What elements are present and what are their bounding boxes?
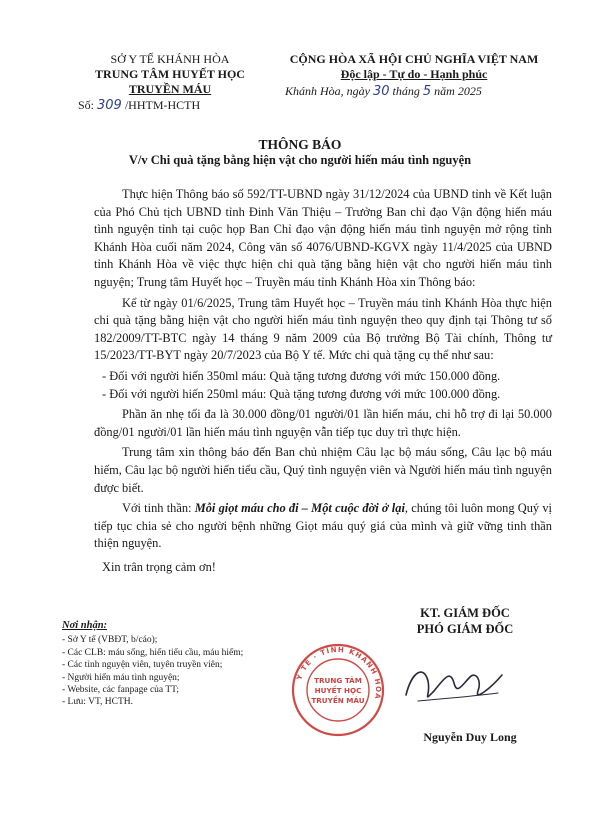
handwritten-signature	[398, 655, 508, 715]
date-year: năm 2025	[431, 84, 482, 98]
signature-line-1: KT. GIÁM ĐỐC	[420, 606, 510, 620]
doc-number-suffix: /HHTM-HCTH	[121, 98, 201, 112]
document-subtitle: V/v Chi quà tặng bằng hiện vật cho người hiến máu tình nguyện	[128, 153, 472, 167]
recipients-block	[62, 620, 312, 709]
paragraph-4: Trung tâm xin thông báo đến Ban chủ nhiệm Câu lạc bộ máu sống, Câu lạc bộ máu hiếm, Câu lạc bộ người hiến tiểu cầu, Quý tình nguyện viên và Người hiến máu tình nguyện được biết.	[94, 445, 552, 495]
paragraph-5	[94, 500, 552, 553]
nation-name: CỘNG HÒA XÃ HỘI CHỦ NGHĨA VIỆT NAM	[289, 52, 539, 66]
recipient-item: - Các tình nguyện viên, tuyên truyền viên;	[62, 660, 223, 671]
recipient-item: - Sở Y tế (VBĐT, b/cáo);	[62, 635, 158, 646]
doc-number-prefix: Số:	[78, 98, 98, 112]
date-month: 5	[422, 84, 432, 99]
paragraph-2: Kể từ ngày 01/6/2025, Trung tâm Huyết học – Truyền máu tỉnh Khánh Hòa thực hiện chi quà tặng bằng hiện vật cho người hiến máu tình nguyện theo quy định tại Thông tư số 182/2009/TT-BTC ngày 14 tháng 9 năm 2009 của Bộ trưởng Bộ Tài chính, Thông tư 15/2023/TT-BYT ngày 20/7/2023 của Bộ Y tế. Mức chi quà tặng cụ thể như sau:	[94, 295, 552, 363]
agency-line-1: SỞ Y TẾ KHÁNH HÒA	[110, 52, 230, 66]
recipient-item: - Website, các fanpage của TT;	[62, 685, 180, 696]
recipients-label: Nơi nhận:	[62, 620, 108, 631]
date-day: 30	[373, 84, 390, 99]
national-header	[268, 52, 560, 82]
stamp-center-line-2: HUYẾT HỌC	[314, 686, 362, 695]
closing-thanks: Xin trân trọng cảm ơn!	[102, 559, 216, 574]
recipient-item: - Lưu: VT, HCTH.	[62, 697, 134, 708]
stamp-center-line-1: TRUNG TÂM	[314, 676, 362, 685]
bullet-350ml: - Đối với người hiến 350ml máu: Quà tặng tương đương với mức 150.000 đồng.	[102, 368, 501, 383]
p5-end: , chúng tôi luôn mong Quý vị tiếp tục chia sẻ cho người bệnh những Giọt máu quý giá của mình và giữ vững tinh thần thiện nguyện.	[94, 501, 552, 551]
doc-number-handwritten: 309	[97, 98, 122, 113]
recipient-item: - Các CLB: máu sống, hiến tiểu cầu, máu hiếm;	[62, 647, 244, 658]
paragraph-1: Thực hiện Thông báo số 592/TT-UBND ngày 31/12/2024 của UBND tỉnh về Kết luận của Phó Chủ tịch UBND tỉnh Đinh Văn Thiệu – Trưởng Ban chỉ đạo Vận động hiến máu tình nguyện tỉnh tại cuộc họp Ban Chỉ đạo vận động hiến máu tình nguyện mở rộng tỉnh Khánh Hòa cuối năm 2024, Công văn số 4076/UBND-KGVX ngày 11/4/2025 của UBND tỉnh Khánh Hòa về việc thực hiện chi quà tặng bằng hiện vật cho người hiến máu tình nguyện; Trung tâm Huyết học – Truyền máu tỉnh Khánh Hòa xin Thông báo:	[94, 187, 552, 289]
stamp-center-line-3: TRUYỀN MÁU	[311, 696, 365, 705]
document-body	[94, 186, 552, 579]
date-month-label: tháng	[389, 84, 423, 98]
paragraph-3: Phần ăn nhẹ tối đa là 30.000 đồng/01 người/01 lần hiến máu, chi hỗ trợ đi lại 50.000 đồng/01 người/01 lần hiến máu tình nguyện vẫn tiếp tục duy trì thực hiện.	[94, 407, 552, 439]
stamp-ring-text: Y TẾ · TỈNH KHÁNH HÒA	[295, 645, 383, 701]
signature-line-2: PHÓ GIÁM ĐỐC	[416, 622, 514, 636]
national-motto: Độc lập - Tự do - Hạnh phúc	[340, 67, 488, 81]
recipient-item: - Người hiến máu tình nguyện;	[62, 672, 180, 683]
place-and-date	[285, 84, 555, 99]
document-title: THÔNG BÁO	[258, 137, 342, 152]
bullet-250ml: - Đối với người hiến 250ml máu: Quà tặng tương đương với mức 100.000 đồng.	[102, 386, 501, 401]
signer-name: Nguyễn Duy Long	[423, 730, 517, 744]
signature-title	[370, 605, 560, 637]
slogan: Mỗi giọt máu cho đi – Một cuộc đời ở lại	[194, 501, 405, 516]
issuing-agency	[60, 52, 280, 113]
date-prefix: Khánh Hòa, ngày	[285, 84, 373, 98]
agency-line-2: TRUNG TÂM HUYẾT HỌC	[95, 67, 245, 81]
p5-start: Với tinh thần:	[122, 501, 195, 516]
document-number	[60, 98, 280, 113]
official-stamp	[290, 642, 386, 738]
agency-line-3: TRUYỀN MÁU	[128, 82, 212, 96]
